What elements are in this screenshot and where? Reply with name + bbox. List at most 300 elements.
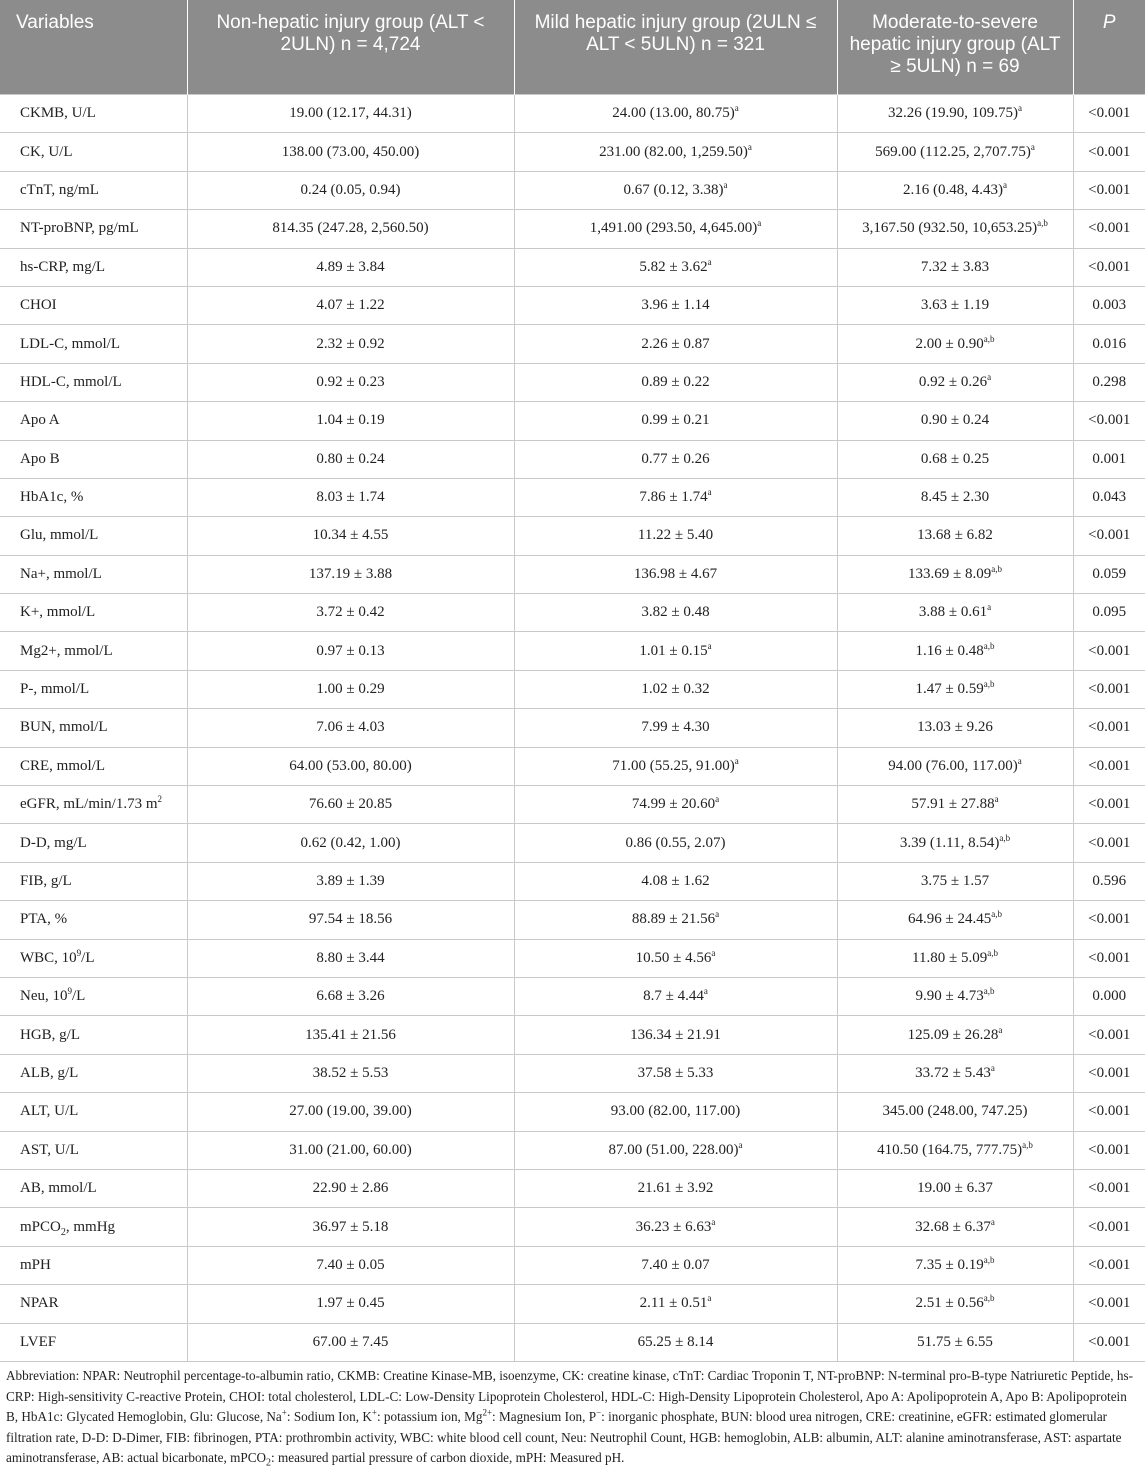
cell-non-hepatic-value: 3.89 ± 1.39 bbox=[316, 873, 385, 889]
cell-mild-hepatic bbox=[514, 363, 837, 401]
significance-superscript: a bbox=[734, 755, 739, 766]
cell-mild-hepatic bbox=[514, 478, 837, 516]
p-value: <0.001 bbox=[1088, 181, 1131, 198]
cell-mild-hepatic bbox=[514, 325, 837, 363]
cell-variable bbox=[0, 632, 187, 670]
cell-mild-hepatic-value: 1,491.00 (293.50, 4,645.00) bbox=[589, 220, 758, 237]
significance-superscript: a bbox=[707, 1293, 712, 1304]
table-row bbox=[0, 939, 1145, 977]
cell-non-hepatic bbox=[187, 210, 514, 248]
cell-moderate-severe bbox=[837, 555, 1073, 593]
cell-moderate-severe bbox=[837, 402, 1073, 440]
table-row bbox=[0, 670, 1145, 708]
cell-mild-hepatic-value: 231.00 (82.00, 1,259.50) bbox=[599, 143, 748, 160]
cell-mild-hepatic-value: 71.00 (55.25, 91.00) bbox=[612, 757, 735, 774]
cell-non-hepatic bbox=[187, 594, 514, 632]
p-value: <0.001 bbox=[1088, 1295, 1131, 1312]
cell-mild-hepatic bbox=[514, 1285, 837, 1323]
cell-non-hepatic bbox=[187, 478, 514, 516]
cell-moderate-severe-value: 0.90 ± 0.24 bbox=[920, 412, 990, 429]
cell-mild-hepatic bbox=[514, 210, 837, 248]
cell-non-hepatic-value: 7.40 ± 0.05 bbox=[316, 1256, 385, 1273]
cell-non-hepatic-value: 31.00 (21.00, 60.00) bbox=[289, 1141, 412, 1158]
footnote-superscript: + bbox=[371, 1407, 377, 1418]
variable-unit: /L bbox=[81, 949, 95, 966]
cell-non-hepatic bbox=[187, 1093, 514, 1131]
cell-moderate-severe bbox=[837, 517, 1073, 555]
variable-name: ALT, U/L bbox=[20, 1103, 79, 1120]
cell-non-hepatic-value: 138.00 (73.00, 450.00) bbox=[281, 143, 420, 160]
table-row bbox=[0, 1323, 1145, 1361]
p-value: <0.001 bbox=[1088, 719, 1131, 736]
cell-p-value bbox=[1073, 325, 1145, 363]
cell-moderate-severe-value: 133.69 ± 8.09 bbox=[908, 565, 992, 582]
cell-non-hepatic-value: 27.00 (19.00, 39.00) bbox=[289, 1103, 412, 1120]
significance-superscript: a bbox=[987, 371, 992, 382]
cell-moderate-severe-value: 11.80 ± 5.09 bbox=[912, 949, 988, 966]
cell-p-value bbox=[1073, 747, 1145, 785]
cell-moderate-severe bbox=[837, 939, 1073, 977]
cell-moderate-severe bbox=[837, 325, 1073, 363]
variable-name: CK, U/L bbox=[20, 143, 73, 160]
variable-name: WBC, 10 bbox=[20, 949, 77, 966]
cell-non-hepatic bbox=[187, 325, 514, 363]
p-value: 0.003 bbox=[1092, 297, 1127, 314]
variable-name: NT-proBNP, pg/mL bbox=[20, 220, 139, 237]
cell-variable bbox=[0, 1131, 187, 1169]
header-non-hepatic: Non-hepatic injury group (ALT < 2ULN) n = 4,724 bbox=[187, 0, 514, 95]
variable-name: CKMB, U/L bbox=[20, 105, 96, 122]
cell-non-hepatic-value: 137.19 ± 3.88 bbox=[308, 565, 393, 582]
variable-name: Neu, 10 bbox=[20, 988, 68, 1005]
cell-non-hepatic-value: 1.00 ± 0.29 bbox=[316, 681, 385, 698]
cell-non-hepatic bbox=[187, 747, 514, 785]
cell-mild-hepatic-value: 8.7 ± 4.44 bbox=[643, 988, 704, 1005]
cell-moderate-severe bbox=[837, 594, 1073, 632]
cell-variable bbox=[0, 709, 187, 747]
cell-variable bbox=[0, 901, 187, 939]
significance-superscript: a bbox=[987, 602, 992, 613]
table-row bbox=[0, 977, 1145, 1015]
cell-moderate-severe-value: 1.16 ± 0.48 bbox=[915, 642, 984, 659]
cell-p-value bbox=[1073, 632, 1145, 670]
cell-mild-hepatic bbox=[514, 555, 837, 593]
table-row bbox=[0, 478, 1145, 516]
cell-mild-hepatic-value: 0.67 (0.12, 3.38) bbox=[623, 181, 724, 198]
cell-moderate-severe-value: 57.91 ± 27.88 bbox=[911, 796, 995, 813]
table-row bbox=[0, 171, 1145, 209]
cell-p-value bbox=[1073, 1131, 1145, 1169]
cell-moderate-severe bbox=[837, 670, 1073, 708]
p-value: <0.001 bbox=[1088, 1141, 1131, 1158]
cell-mild-hepatic bbox=[514, 824, 837, 862]
cell-p-value bbox=[1073, 363, 1145, 401]
cell-non-hepatic bbox=[187, 670, 514, 708]
cell-mild-hepatic bbox=[514, 95, 837, 133]
cell-mild-hepatic-value: 2.26 ± 0.87 bbox=[641, 335, 710, 352]
cell-p-value bbox=[1073, 171, 1145, 209]
cell-mild-hepatic bbox=[514, 1169, 837, 1207]
cell-moderate-severe bbox=[837, 1246, 1073, 1284]
cell-p-value bbox=[1073, 210, 1145, 248]
cell-mild-hepatic bbox=[514, 939, 837, 977]
cell-mild-hepatic-value: 5.82 ± 3.62 bbox=[639, 258, 708, 275]
p-value: <0.001 bbox=[1088, 1026, 1131, 1043]
cell-moderate-severe-value: 2.00 ± 0.90 bbox=[915, 335, 984, 352]
table-row bbox=[0, 824, 1145, 862]
cell-variable bbox=[0, 594, 187, 632]
cell-non-hepatic bbox=[187, 517, 514, 555]
cell-p-value bbox=[1073, 862, 1145, 900]
cell-moderate-severe bbox=[837, 1016, 1073, 1054]
cell-variable bbox=[0, 325, 187, 363]
cell-moderate-severe-value: 569.00 (112.25, 2,707.75) bbox=[875, 143, 1031, 160]
cell-mild-hepatic-value: 87.00 (51.00, 228.00) bbox=[608, 1141, 739, 1158]
cell-p-value bbox=[1073, 977, 1145, 1015]
cell-non-hepatic-value: 135.41 ± 21.56 bbox=[305, 1026, 396, 1043]
cell-non-hepatic bbox=[187, 171, 514, 209]
cell-mild-hepatic bbox=[514, 517, 837, 555]
cell-moderate-severe-value: 1.47 ± 0.59 bbox=[915, 681, 984, 698]
variable-unit: , mmHg bbox=[65, 1218, 116, 1235]
cell-non-hepatic-value: 0.62 (0.42, 1.00) bbox=[300, 834, 401, 851]
significance-superscript: a,b bbox=[983, 333, 995, 344]
cell-non-hepatic-value: 67.00 ± 7.45 bbox=[312, 1333, 389, 1350]
variable-name: Apo A bbox=[20, 412, 60, 429]
significance-superscript: a bbox=[990, 1216, 995, 1227]
cell-non-hepatic-value: 4.07 ± 1.22 bbox=[316, 297, 385, 314]
cell-mild-hepatic-value: 1.01 ± 0.15 bbox=[639, 642, 708, 659]
cell-moderate-severe-value: 3.63 ± 1.19 bbox=[920, 297, 990, 314]
cell-mild-hepatic bbox=[514, 1323, 837, 1361]
cell-p-value bbox=[1073, 670, 1145, 708]
cell-non-hepatic bbox=[187, 901, 514, 939]
cell-moderate-severe bbox=[837, 901, 1073, 939]
significance-superscript: a,b bbox=[1022, 1139, 1033, 1150]
cell-variable bbox=[0, 1169, 187, 1207]
cell-variable bbox=[0, 1246, 187, 1284]
cell-mild-hepatic-value: 4.08 ± 1.62 bbox=[641, 873, 710, 889]
cell-mild-hepatic bbox=[514, 1131, 837, 1169]
cell-non-hepatic bbox=[187, 862, 514, 900]
cell-mild-hepatic-value: 3.96 ± 1.14 bbox=[641, 297, 710, 314]
cell-variable bbox=[0, 939, 187, 977]
cell-variable bbox=[0, 286, 187, 324]
cell-moderate-severe-value: 3.39 (1.11, 8.54) bbox=[899, 834, 1000, 851]
cell-p-value bbox=[1073, 901, 1145, 939]
cell-non-hepatic-value: 814.35 (247.28, 2,560.50) bbox=[272, 220, 429, 237]
p-value: <0.001 bbox=[1088, 796, 1131, 813]
variable-name: Apo B bbox=[20, 450, 60, 467]
p-value: <0.001 bbox=[1088, 757, 1131, 774]
cell-non-hepatic bbox=[187, 824, 514, 862]
table-row bbox=[0, 1208, 1145, 1246]
cell-moderate-severe bbox=[837, 363, 1073, 401]
cell-moderate-severe-value: 13.68 ± 6.82 bbox=[917, 527, 993, 544]
cell-variable bbox=[0, 95, 187, 133]
cell-moderate-severe bbox=[837, 1285, 1073, 1323]
cell-non-hepatic-value: 0.24 (0.05, 0.94) bbox=[300, 181, 401, 198]
cell-moderate-severe-value: 2.51 ± 0.56 bbox=[915, 1295, 984, 1312]
cell-mild-hepatic bbox=[514, 901, 837, 939]
variable-name: LDL-C, mmol/L bbox=[20, 335, 120, 352]
table-row bbox=[0, 517, 1145, 555]
variable-unit: /L bbox=[72, 988, 86, 1005]
cell-mild-hepatic bbox=[514, 709, 837, 747]
cell-variable bbox=[0, 555, 187, 593]
p-value: 0.095 bbox=[1092, 604, 1127, 621]
variable-name: LVEF bbox=[20, 1333, 57, 1350]
cell-variable bbox=[0, 862, 187, 900]
header-moderate-severe-hepatic: Moderate-to-severe hepatic injury group (ALT ≥ 5ULN) n = 69 bbox=[837, 0, 1073, 95]
cell-mild-hepatic-value: 65.25 ± 8.14 bbox=[637, 1333, 714, 1350]
table-row bbox=[0, 555, 1145, 593]
significance-superscript: a,b bbox=[991, 563, 1002, 574]
cell-mild-hepatic-value: 88.89 ± 21.56 bbox=[631, 911, 716, 928]
cell-mild-hepatic-value: 10.50 ± 4.56 bbox=[635, 949, 712, 966]
cell-moderate-severe-value: 125.09 ± 26.28 bbox=[907, 1026, 999, 1043]
cell-mild-hepatic-value: 0.99 ± 0.21 bbox=[641, 412, 710, 429]
variable-name: mPCO bbox=[20, 1218, 61, 1235]
cell-non-hepatic bbox=[187, 286, 514, 324]
significance-superscript: a,b bbox=[987, 947, 998, 958]
p-value: <0.001 bbox=[1088, 681, 1131, 698]
cell-variable bbox=[0, 440, 187, 478]
variable-name: mPH bbox=[20, 1256, 51, 1273]
variable-name: ALB, g/L bbox=[20, 1064, 79, 1081]
significance-superscript: a bbox=[715, 909, 720, 920]
variable-name: HGB, g/L bbox=[20, 1026, 80, 1043]
cell-moderate-severe-value: 33.72 ± 5.43 bbox=[915, 1064, 991, 1081]
cell-non-hepatic-value: 6.68 ± 3.26 bbox=[316, 988, 385, 1005]
variable-name: BUN, mmol/L bbox=[20, 719, 108, 736]
significance-superscript: a bbox=[707, 487, 712, 498]
significance-superscript: a bbox=[990, 1062, 995, 1073]
significance-superscript: a bbox=[1017, 755, 1022, 766]
cell-p-value bbox=[1073, 478, 1145, 516]
cell-mild-hepatic-value: 21.61 ± 3.92 bbox=[637, 1180, 714, 1197]
cell-non-hepatic-value: 8.03 ± 1.74 bbox=[316, 489, 385, 506]
cell-variable bbox=[0, 1016, 187, 1054]
variable-name: AB, mmol/L bbox=[20, 1180, 97, 1197]
variable-superscript: 2 bbox=[157, 794, 163, 805]
table-row bbox=[0, 594, 1145, 632]
p-value: <0.001 bbox=[1088, 1064, 1131, 1081]
cell-mild-hepatic-value: 2.11 ± 0.51 bbox=[639, 1295, 708, 1312]
variable-name: HbA1c, % bbox=[20, 489, 84, 506]
p-value: <0.001 bbox=[1088, 911, 1131, 928]
cell-moderate-severe-value: 13.03 ± 9.26 bbox=[917, 719, 993, 736]
cell-mild-hepatic-value: 136.98 ± 4.67 bbox=[633, 565, 718, 582]
table-row bbox=[0, 95, 1145, 133]
footnote-superscript: + bbox=[281, 1407, 287, 1418]
cell-mild-hepatic bbox=[514, 1208, 837, 1246]
cell-moderate-severe-value: 51.75 ± 6.55 bbox=[917, 1333, 993, 1350]
cell-moderate-severe bbox=[837, 286, 1073, 324]
cell-non-hepatic bbox=[187, 786, 514, 824]
cell-mild-hepatic bbox=[514, 747, 837, 785]
cell-moderate-severe-value: 32.26 (19.90, 109.75) bbox=[888, 105, 1018, 122]
cell-moderate-severe bbox=[837, 1169, 1073, 1207]
cell-non-hepatic bbox=[187, 709, 514, 747]
cell-moderate-severe bbox=[837, 1131, 1073, 1169]
table-row bbox=[0, 786, 1145, 824]
cell-non-hepatic-value: 22.90 ± 2.86 bbox=[312, 1180, 389, 1197]
cell-non-hepatic bbox=[187, 555, 514, 593]
variable-name: PTA, % bbox=[20, 911, 68, 928]
table-row bbox=[0, 363, 1145, 401]
cell-moderate-severe bbox=[837, 747, 1073, 785]
cell-moderate-severe bbox=[837, 1054, 1073, 1092]
cell-moderate-severe bbox=[837, 1208, 1073, 1246]
p-value: <0.001 bbox=[1088, 1103, 1131, 1120]
cell-moderate-severe bbox=[837, 440, 1073, 478]
cell-p-value bbox=[1073, 786, 1145, 824]
significance-superscript: a bbox=[757, 218, 762, 229]
cell-p-value bbox=[1073, 1169, 1145, 1207]
cell-moderate-severe bbox=[837, 977, 1073, 1015]
table-row bbox=[0, 862, 1145, 900]
p-value: 0.016 bbox=[1092, 335, 1127, 352]
cell-moderate-severe bbox=[837, 824, 1073, 862]
cell-moderate-severe-value: 19.00 ± 6.37 bbox=[917, 1180, 993, 1197]
cell-mild-hepatic bbox=[514, 977, 837, 1015]
cell-non-hepatic bbox=[187, 363, 514, 401]
cell-mild-hepatic bbox=[514, 1016, 837, 1054]
cell-p-value bbox=[1073, 517, 1145, 555]
cell-moderate-severe bbox=[837, 786, 1073, 824]
cell-non-hepatic bbox=[187, 1285, 514, 1323]
cell-non-hepatic bbox=[187, 133, 514, 171]
cell-moderate-severe bbox=[837, 709, 1073, 747]
cell-moderate-severe bbox=[837, 862, 1073, 900]
variable-superscript: 9 bbox=[67, 986, 72, 997]
p-value: 0.596 bbox=[1092, 873, 1127, 889]
cell-mild-hepatic-value: 0.86 (0.55, 2.07) bbox=[625, 834, 726, 851]
cell-variable bbox=[0, 1093, 187, 1131]
p-value: <0.001 bbox=[1088, 1256, 1131, 1273]
cell-mild-hepatic-value: 0.77 ± 0.26 bbox=[641, 450, 710, 467]
cell-moderate-severe-value: 8.45 ± 2.30 bbox=[920, 489, 990, 506]
p-value: <0.001 bbox=[1088, 1218, 1131, 1235]
cell-p-value bbox=[1073, 594, 1145, 632]
cell-moderate-severe bbox=[837, 478, 1073, 516]
cell-mild-hepatic bbox=[514, 670, 837, 708]
cell-non-hepatic-value: 8.80 ± 3.44 bbox=[316, 949, 385, 966]
cell-mild-hepatic bbox=[514, 862, 837, 900]
cell-moderate-severe bbox=[837, 248, 1073, 286]
p-value: <0.001 bbox=[1088, 143, 1131, 160]
cell-p-value bbox=[1073, 1285, 1145, 1323]
cell-p-value bbox=[1073, 1208, 1145, 1246]
cell-non-hepatic-value: 36.97 ± 5.18 bbox=[312, 1218, 389, 1235]
cell-mild-hepatic bbox=[514, 402, 837, 440]
significance-superscript: a,b bbox=[983, 1254, 995, 1265]
cell-moderate-severe-value: 32.68 ± 6.37 bbox=[915, 1218, 991, 1235]
cell-mild-hepatic bbox=[514, 594, 837, 632]
cell-non-hepatic bbox=[187, 402, 514, 440]
cell-p-value bbox=[1073, 248, 1145, 286]
cell-mild-hepatic bbox=[514, 440, 837, 478]
cell-moderate-severe-value: 7.35 ± 0.19 bbox=[915, 1256, 984, 1273]
cell-p-value bbox=[1073, 95, 1145, 133]
p-value: 0.298 bbox=[1092, 373, 1127, 390]
cell-moderate-severe-value: 0.92 ± 0.26 bbox=[918, 373, 988, 390]
cell-mild-hepatic bbox=[514, 248, 837, 286]
cell-variable bbox=[0, 1054, 187, 1092]
cell-variable bbox=[0, 747, 187, 785]
variable-name: CRE, mmol/L bbox=[20, 757, 106, 774]
p-value: <0.001 bbox=[1088, 1180, 1131, 1197]
footnote-text: : Magnesium Ion, P bbox=[492, 1409, 597, 1424]
table-row bbox=[0, 1093, 1145, 1131]
footnote-text: Abbreviation: NPAR: Neutrophil percentage-to-albumin ratio, CKMB: Creatine Kinase-MB, isoenzyme, CK: creatine kinase, cTnT: Cardiac Troponin T, NT-proBNP: N-terminal pro-B-type Natriuretic Peptide, hs-CRP: High-sensitivity C-reactive Protein, CHOI: total cholesterol, LDL-C: Low-Density Lipoprotein Cholesterol, HDL-C: High-Density Lipoprotein Cholesterol, Apo A: Apolipoprotein A, Apo B: Apolipoprotein B, HbA1c: Glycated Hemoglobin, Glu: Glucose, Na bbox=[6, 1368, 1134, 1424]
cell-moderate-severe-value: 9.90 ± 4.73 bbox=[915, 988, 984, 1005]
cell-moderate-severe bbox=[837, 133, 1073, 171]
table-row bbox=[0, 709, 1145, 747]
cell-non-hepatic bbox=[187, 1016, 514, 1054]
cell-non-hepatic-value: 0.97 ± 0.13 bbox=[316, 642, 385, 659]
variable-name: NPAR bbox=[20, 1295, 59, 1312]
cell-non-hepatic-value: 4.89 ± 3.84 bbox=[316, 258, 385, 275]
cell-moderate-severe bbox=[837, 1093, 1073, 1131]
cell-moderate-severe-value: 2.16 (0.48, 4.43) bbox=[903, 181, 1003, 198]
variable-name: Na+, mmol/L bbox=[20, 565, 102, 582]
header-row bbox=[0, 0, 1145, 95]
significance-superscript: a,b bbox=[999, 832, 1011, 843]
cell-mild-hepatic-value: 7.40 ± 0.07 bbox=[641, 1256, 710, 1273]
cell-p-value bbox=[1073, 402, 1145, 440]
footnote-subscript: 2 bbox=[266, 1457, 272, 1469]
cell-moderate-severe-value: 3.88 ± 0.61 bbox=[918, 604, 988, 621]
cell-non-hepatic-value: 76.60 ± 20.85 bbox=[308, 796, 393, 813]
variable-name: eGFR, mL/min/1.73 m bbox=[20, 796, 158, 813]
cell-variable bbox=[0, 1285, 187, 1323]
cell-non-hepatic-value: 7.06 ± 4.03 bbox=[316, 719, 385, 736]
cell-non-hepatic-value: 19.00 (12.17, 44.31) bbox=[289, 105, 412, 122]
table-row bbox=[0, 248, 1145, 286]
cell-moderate-severe-value: 3.75 ± 1.57 bbox=[920, 873, 990, 889]
cell-non-hepatic-value: 2.32 ± 0.92 bbox=[316, 335, 385, 352]
cell-mild-hepatic bbox=[514, 1054, 837, 1092]
p-value: 0.059 bbox=[1092, 565, 1127, 582]
cell-mild-hepatic-value: 74.99 ± 20.60 bbox=[631, 796, 716, 813]
cell-p-value bbox=[1073, 1054, 1145, 1092]
variable-name: cTnT, ng/mL bbox=[20, 181, 99, 198]
cell-non-hepatic bbox=[187, 1208, 514, 1246]
variable-subscript: 2 bbox=[60, 1226, 66, 1238]
cell-mild-hepatic bbox=[514, 786, 837, 824]
cell-mild-hepatic-value: 7.86 ± 1.74 bbox=[639, 489, 708, 506]
p-value: <0.001 bbox=[1088, 220, 1131, 237]
p-value: <0.001 bbox=[1088, 258, 1131, 275]
cell-mild-hepatic bbox=[514, 1093, 837, 1131]
significance-superscript: a bbox=[738, 1139, 743, 1150]
cell-p-value bbox=[1073, 939, 1145, 977]
variable-name: K+, mmol/L bbox=[20, 604, 96, 621]
significance-superscript: a bbox=[1003, 179, 1007, 190]
cell-mild-hepatic bbox=[514, 171, 837, 209]
table-row bbox=[0, 1169, 1145, 1207]
footnote-text: : Sodium Ion, K bbox=[286, 1409, 372, 1424]
table-body bbox=[0, 95, 1145, 1362]
significance-superscript: a bbox=[723, 179, 728, 190]
variable-name: P-, mmol/L bbox=[20, 681, 90, 698]
cell-p-value bbox=[1073, 1323, 1145, 1361]
table-row bbox=[0, 1016, 1145, 1054]
significance-superscript: a bbox=[711, 1216, 716, 1227]
cell-p-value bbox=[1073, 709, 1145, 747]
